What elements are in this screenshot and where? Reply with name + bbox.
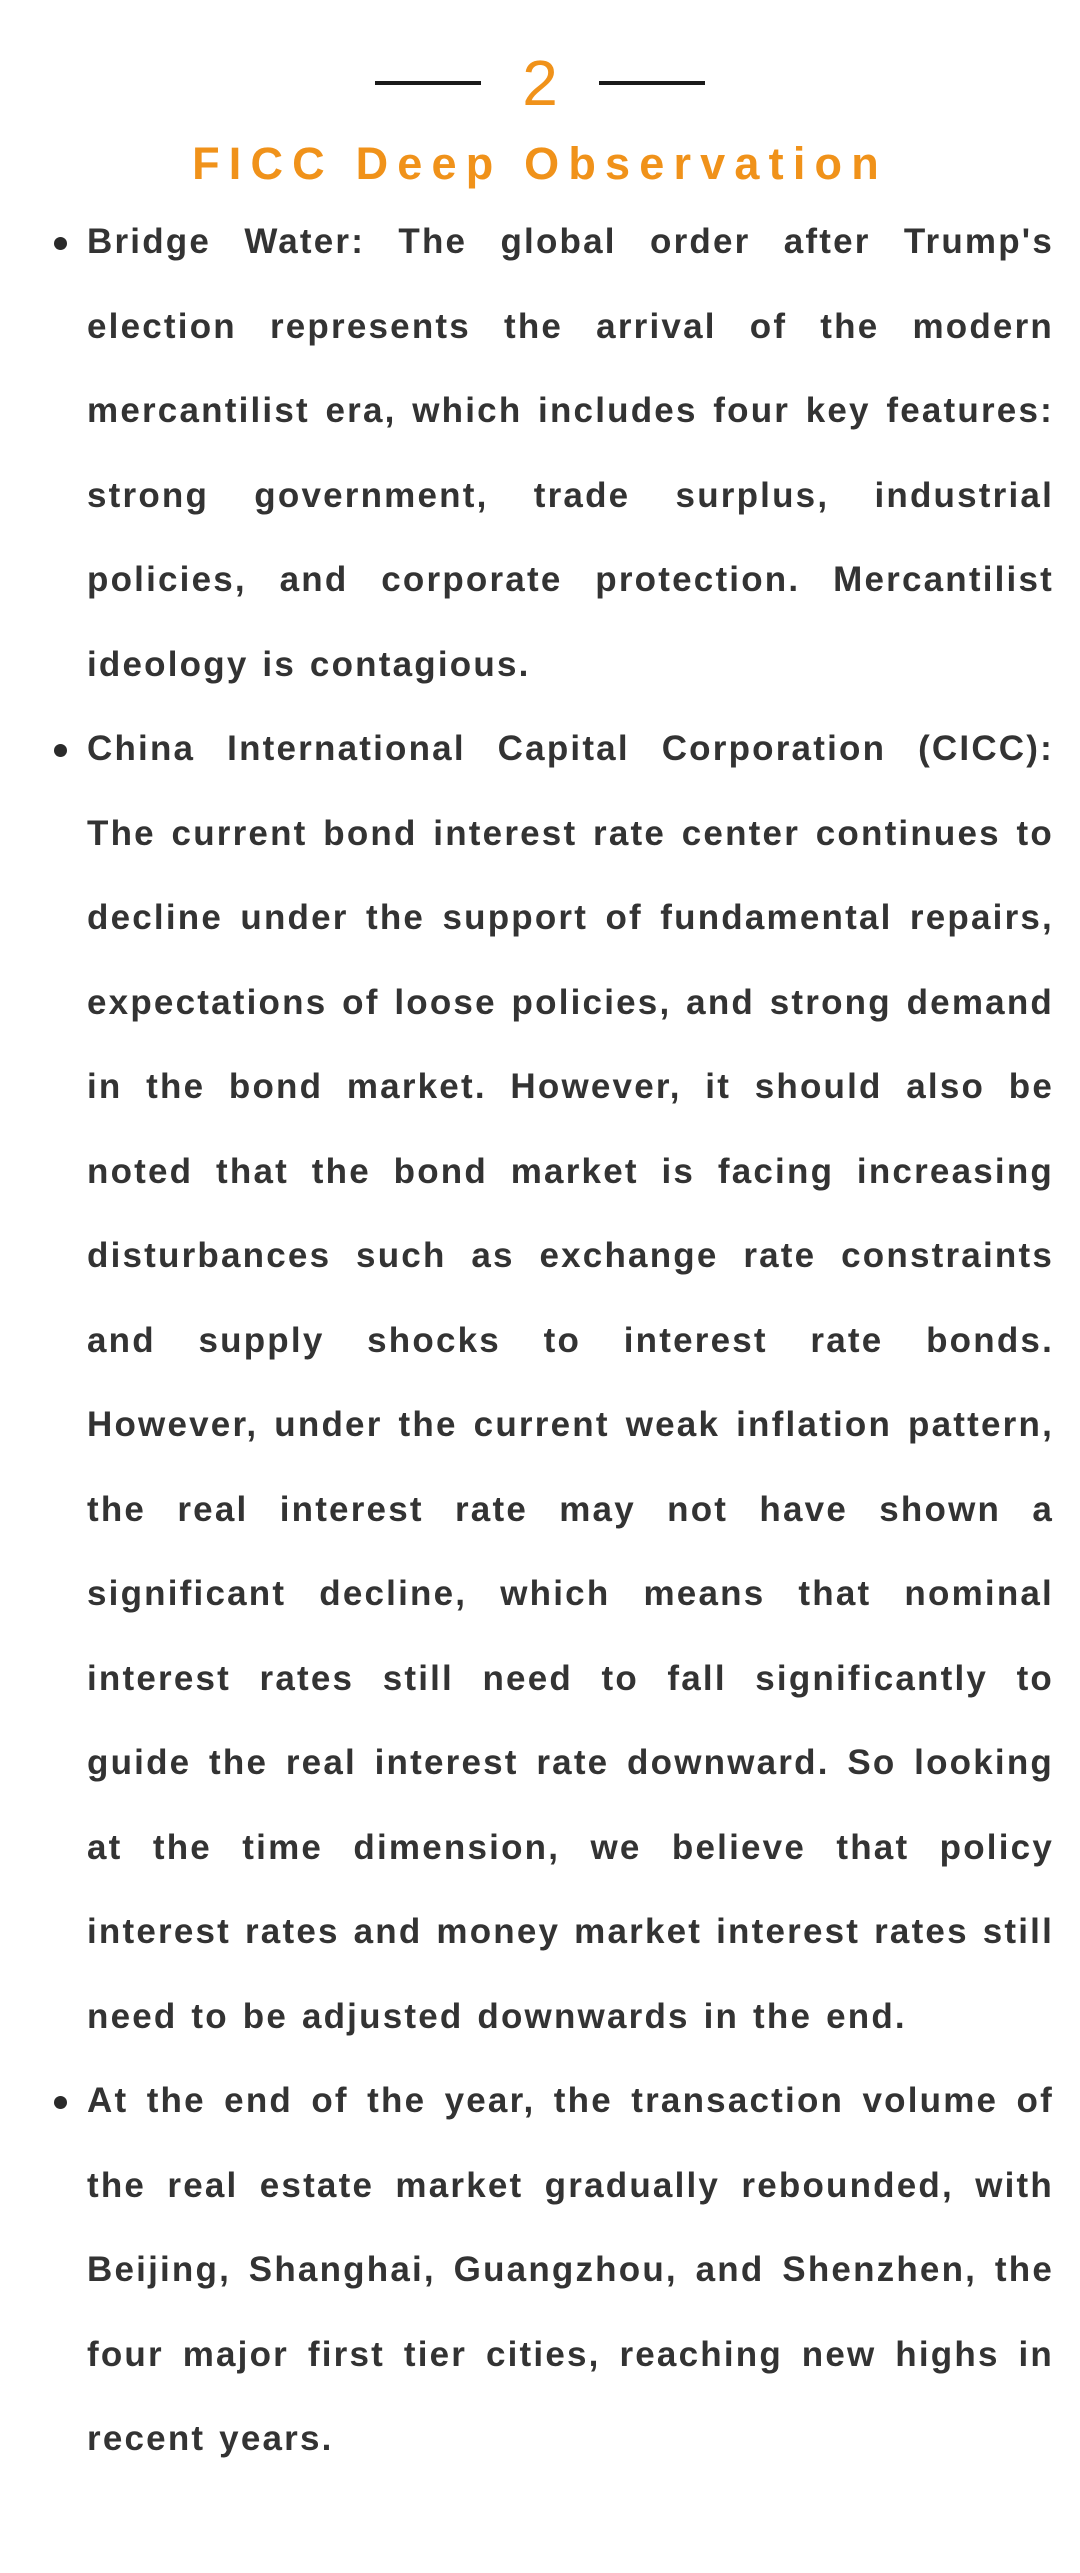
bullet-dot-icon [54, 744, 67, 757]
section-number-row [0, 38, 1080, 128]
bullet-text: At the end of the year, the transaction volume of the real estate market gradually rebounded, with Beijing, Shanghai, Guangzhou, and Shenzhen, the four major first tier cities, reaching new highs in recent years. [87, 2081, 1054, 2458]
list-item [42, 707, 1054, 2059]
list-item [42, 2059, 1054, 2482]
right-divider-line [599, 81, 705, 85]
section-number: 2 [522, 47, 558, 119]
section-header [0, 38, 1080, 196]
bullet-list [42, 200, 1054, 2482]
bullet-text: Bridge Water: The global order after Trump's election represents the arrival of the modern mercantilist era, which includes four key features: strong government, trade surplus, industrial policies, and corporate protection. Mercantilist ideology is contagious. [87, 222, 1054, 684]
bullet-text: China International Capital Corporation (CICC): The current bond interest rate center continues to decline under the support of fundamental repairs, expectations of loose policies, and strong demand in the bond market. However, it should also be noted that the bond market is facing increasing disturbances such as exchange rate constraints and supply shocks to interest rate bonds. However, under the current weak inflation pattern, the real interest rate may not have shown a significant decline, which means that nominal interest rates still need to fall significantly to guide the real interest rate downward. So looking at the time dimension, we believe that policy interest rates and money market interest rates still need to be adjusted downwards in the end. [87, 729, 1054, 2036]
left-divider-line [375, 81, 481, 85]
bullet-dot-icon [54, 237, 67, 250]
bullet-dot-icon [54, 2096, 67, 2109]
list-item [42, 200, 1054, 707]
section-title: FICC Deep Observation [192, 138, 888, 189]
